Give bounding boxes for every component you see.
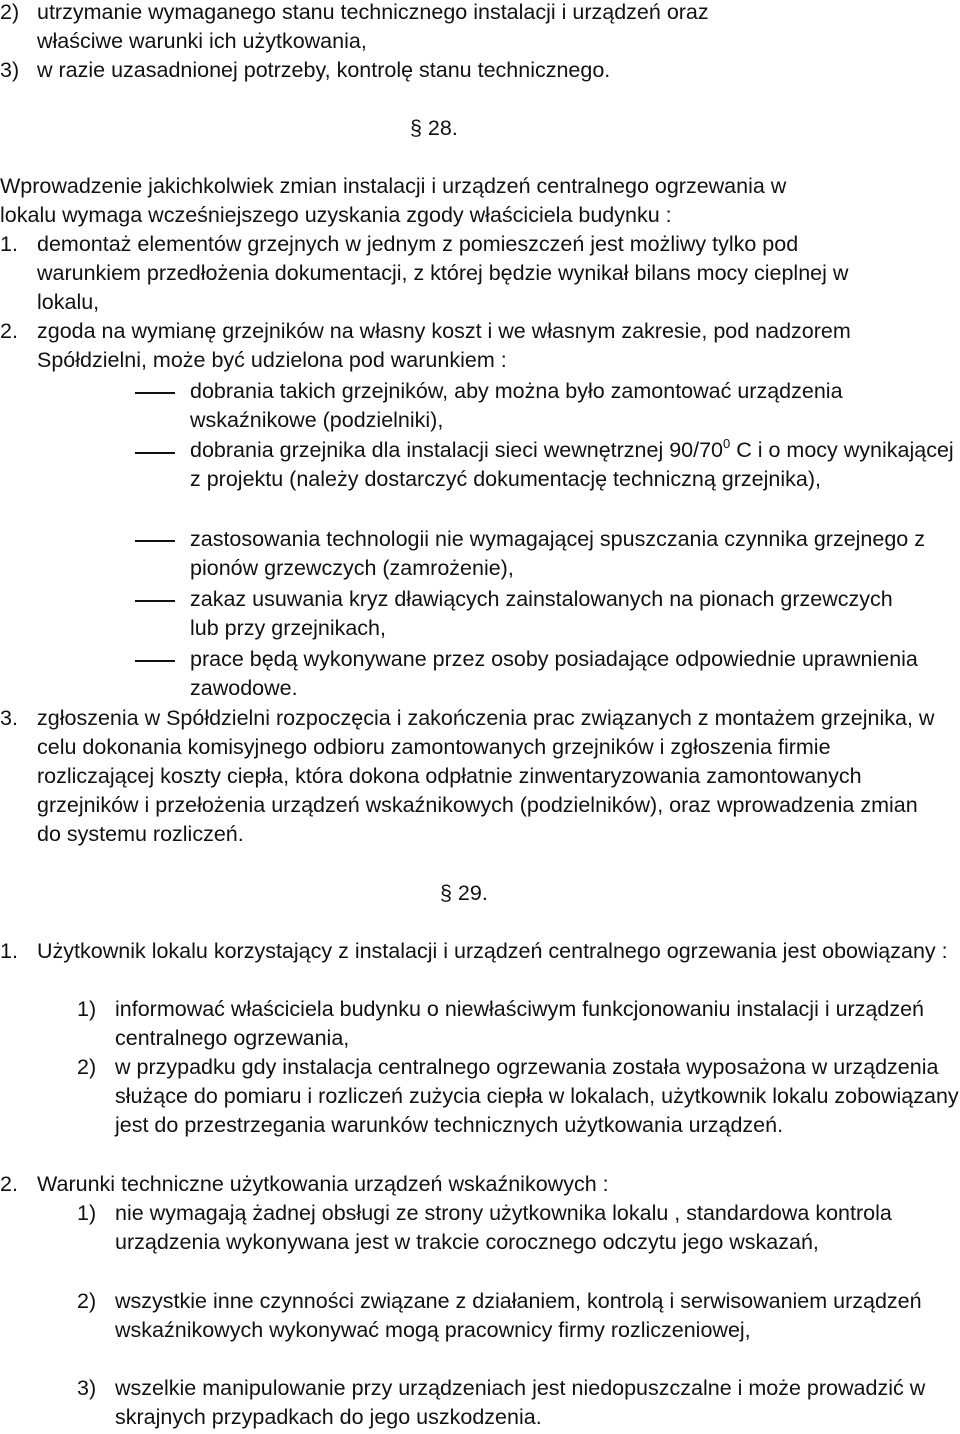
list-item bbox=[37, 230, 907, 317]
dash-item bbox=[190, 525, 960, 583]
section-heading: § 28. bbox=[410, 116, 458, 140]
dash-item-text: zakaz usuwania kryz dławiących zainstalowanych na pionach grzewczych lub przy grzejnikach, bbox=[190, 587, 893, 640]
list-item-text: właściwe warunki ich użytkowania, bbox=[37, 29, 367, 53]
dash-item bbox=[190, 377, 960, 435]
list-item-text: zgłoszenia w Spółdzielni rozpoczęcia i zakończenia prac związanych z montażem grzejnika, w celu dokonania komisyjnego odbioru zamontowanych grzejników i zgłoszenia firmie rozliczającej koszty ciepła, która dokona odpłatnie zinwentaryzowania zamontowanych grzejników i przełożenia urządzeń wskaźnikowych (podzielników), oraz wprowadzenia zmian do systemu rozliczeń. bbox=[37, 706, 935, 846]
dash-bullet bbox=[135, 392, 175, 394]
list-marker: 1. bbox=[0, 939, 18, 963]
list-item-text: w razie uzasadnionej potrzeby, kontrolę stanu technicznego. bbox=[37, 58, 611, 82]
list-marker: 2. bbox=[0, 1172, 18, 1196]
section-heading: § 29. bbox=[440, 881, 488, 905]
list-item bbox=[115, 995, 960, 1053]
dash-item bbox=[190, 645, 920, 703]
list-marker: 3) bbox=[0, 58, 20, 82]
list-item bbox=[115, 1053, 960, 1140]
dash-item-text: dobrania takich grzejników, aby można było zamontować urządzenia wskaźnikowe (podzielniki), bbox=[190, 379, 843, 432]
list-item-text: w przypadku gdy instalacja centralnego ogrzewania została wyposażona w urządzenia służące do pomiaru i rozliczeń zużycia ciepła w lokalach, użytkownik lokalu zobowiązany jest do przestrzegania warunków technicznych użytkowania urządzeń. bbox=[115, 1055, 959, 1137]
dash-bullet bbox=[135, 600, 175, 602]
dash-item-text: prace będą wykonywane przez osoby posiadające odpowiednie uprawnienia zawodowe. bbox=[190, 647, 918, 700]
dash-item bbox=[190, 436, 960, 494]
list-marker: 2) bbox=[0, 0, 20, 24]
list-item-text: utrzymanie wymaganego stanu technicznego instalacji i urządzeń oraz bbox=[37, 0, 709, 24]
dash-bullet bbox=[135, 540, 175, 542]
paragraph-text: lokalu wymaga wcześniejszego uzyskania zgody właściciela budynku : bbox=[0, 203, 672, 227]
list-item-text: demontaż elementów grzejnych w jednym z pomieszczeń jest możliwy tylko pod warunkiem przedłożenia dokumentacji, z której będzie wynikał bilans mocy cieplnej w lokalu, bbox=[37, 232, 849, 314]
list-item bbox=[37, 937, 957, 966]
list-item bbox=[115, 1199, 945, 1257]
list-item-text: Warunki techniczne użytkowania urządzeń wskaźnikowych : bbox=[37, 1172, 609, 1196]
paragraph-text: Wprowadzenie jakichkolwiek zmian instalacji i urządzeń centralnego ogrzewania w bbox=[0, 174, 787, 198]
list-marker: 1) bbox=[77, 997, 97, 1021]
list-item bbox=[115, 1374, 935, 1432]
list-item bbox=[37, 317, 867, 375]
list-item-text: nie wymagają żadnej obsługi ze strony użytkownika lokalu , standardowa kontrola urządzenia wykonywana jest w trakcie corocznego odczytu jego wskazań, bbox=[115, 1201, 892, 1254]
list-item bbox=[37, 1170, 937, 1199]
list-marker: 1. bbox=[0, 232, 18, 256]
list-marker: 2) bbox=[77, 1055, 97, 1079]
dash-bullet bbox=[135, 660, 175, 662]
list-item-text: zgoda na wymianę grzejników na własny koszt i we własnym zakresie, pod nadzorem Spółdzielni, może być udzielona pod warunkiem : bbox=[37, 319, 851, 372]
list-item bbox=[37, 704, 942, 849]
dash-item-text: zastosowania technologii nie wymagającej spuszczania czynnika grzejnego z pionów grzewczych (zamrożenie), bbox=[190, 527, 925, 580]
list-item-text: informować właściciela budynku o niewłaściwym funkcjonowaniu instalacji i urządzeń centralnego ogrzewania, bbox=[115, 997, 925, 1050]
list-item bbox=[115, 1287, 960, 1345]
list-item-text: wszystkie inne czynności związane z działaniem, kontrolą i serwisowaniem urządzeń wskaźnikowych wykonywać mogą pracownicy firmy rozliczeniowej, bbox=[115, 1289, 922, 1342]
list-marker: 1) bbox=[77, 1201, 97, 1225]
list-marker: 2) bbox=[77, 1289, 97, 1313]
list-item-text: wszelkie manipulowanie przy urządzeniach jest niedopuszczalne i może prowadzić w skrajnych przypadkach do jego uszkodzenia. bbox=[115, 1376, 926, 1429]
dash-item-text: dobrania grzejnika dla instalacji sieci wewnętrznej $90/70^0$ C i o mocy wynikającej z projektu (należy dostarczyć dokumentację techniczną grzejnika), bbox=[190, 436, 954, 491]
list-marker: 3. bbox=[0, 706, 18, 730]
list-item-text: Użytkownik lokalu korzystający z instalacji i urządzeń centralnego ogrzewania jest obowiązany : bbox=[37, 939, 948, 963]
dash-bullet bbox=[135, 452, 175, 454]
dash-item bbox=[190, 585, 910, 643]
list-marker: 2. bbox=[0, 319, 18, 343]
list-marker: 3) bbox=[77, 1376, 97, 1400]
